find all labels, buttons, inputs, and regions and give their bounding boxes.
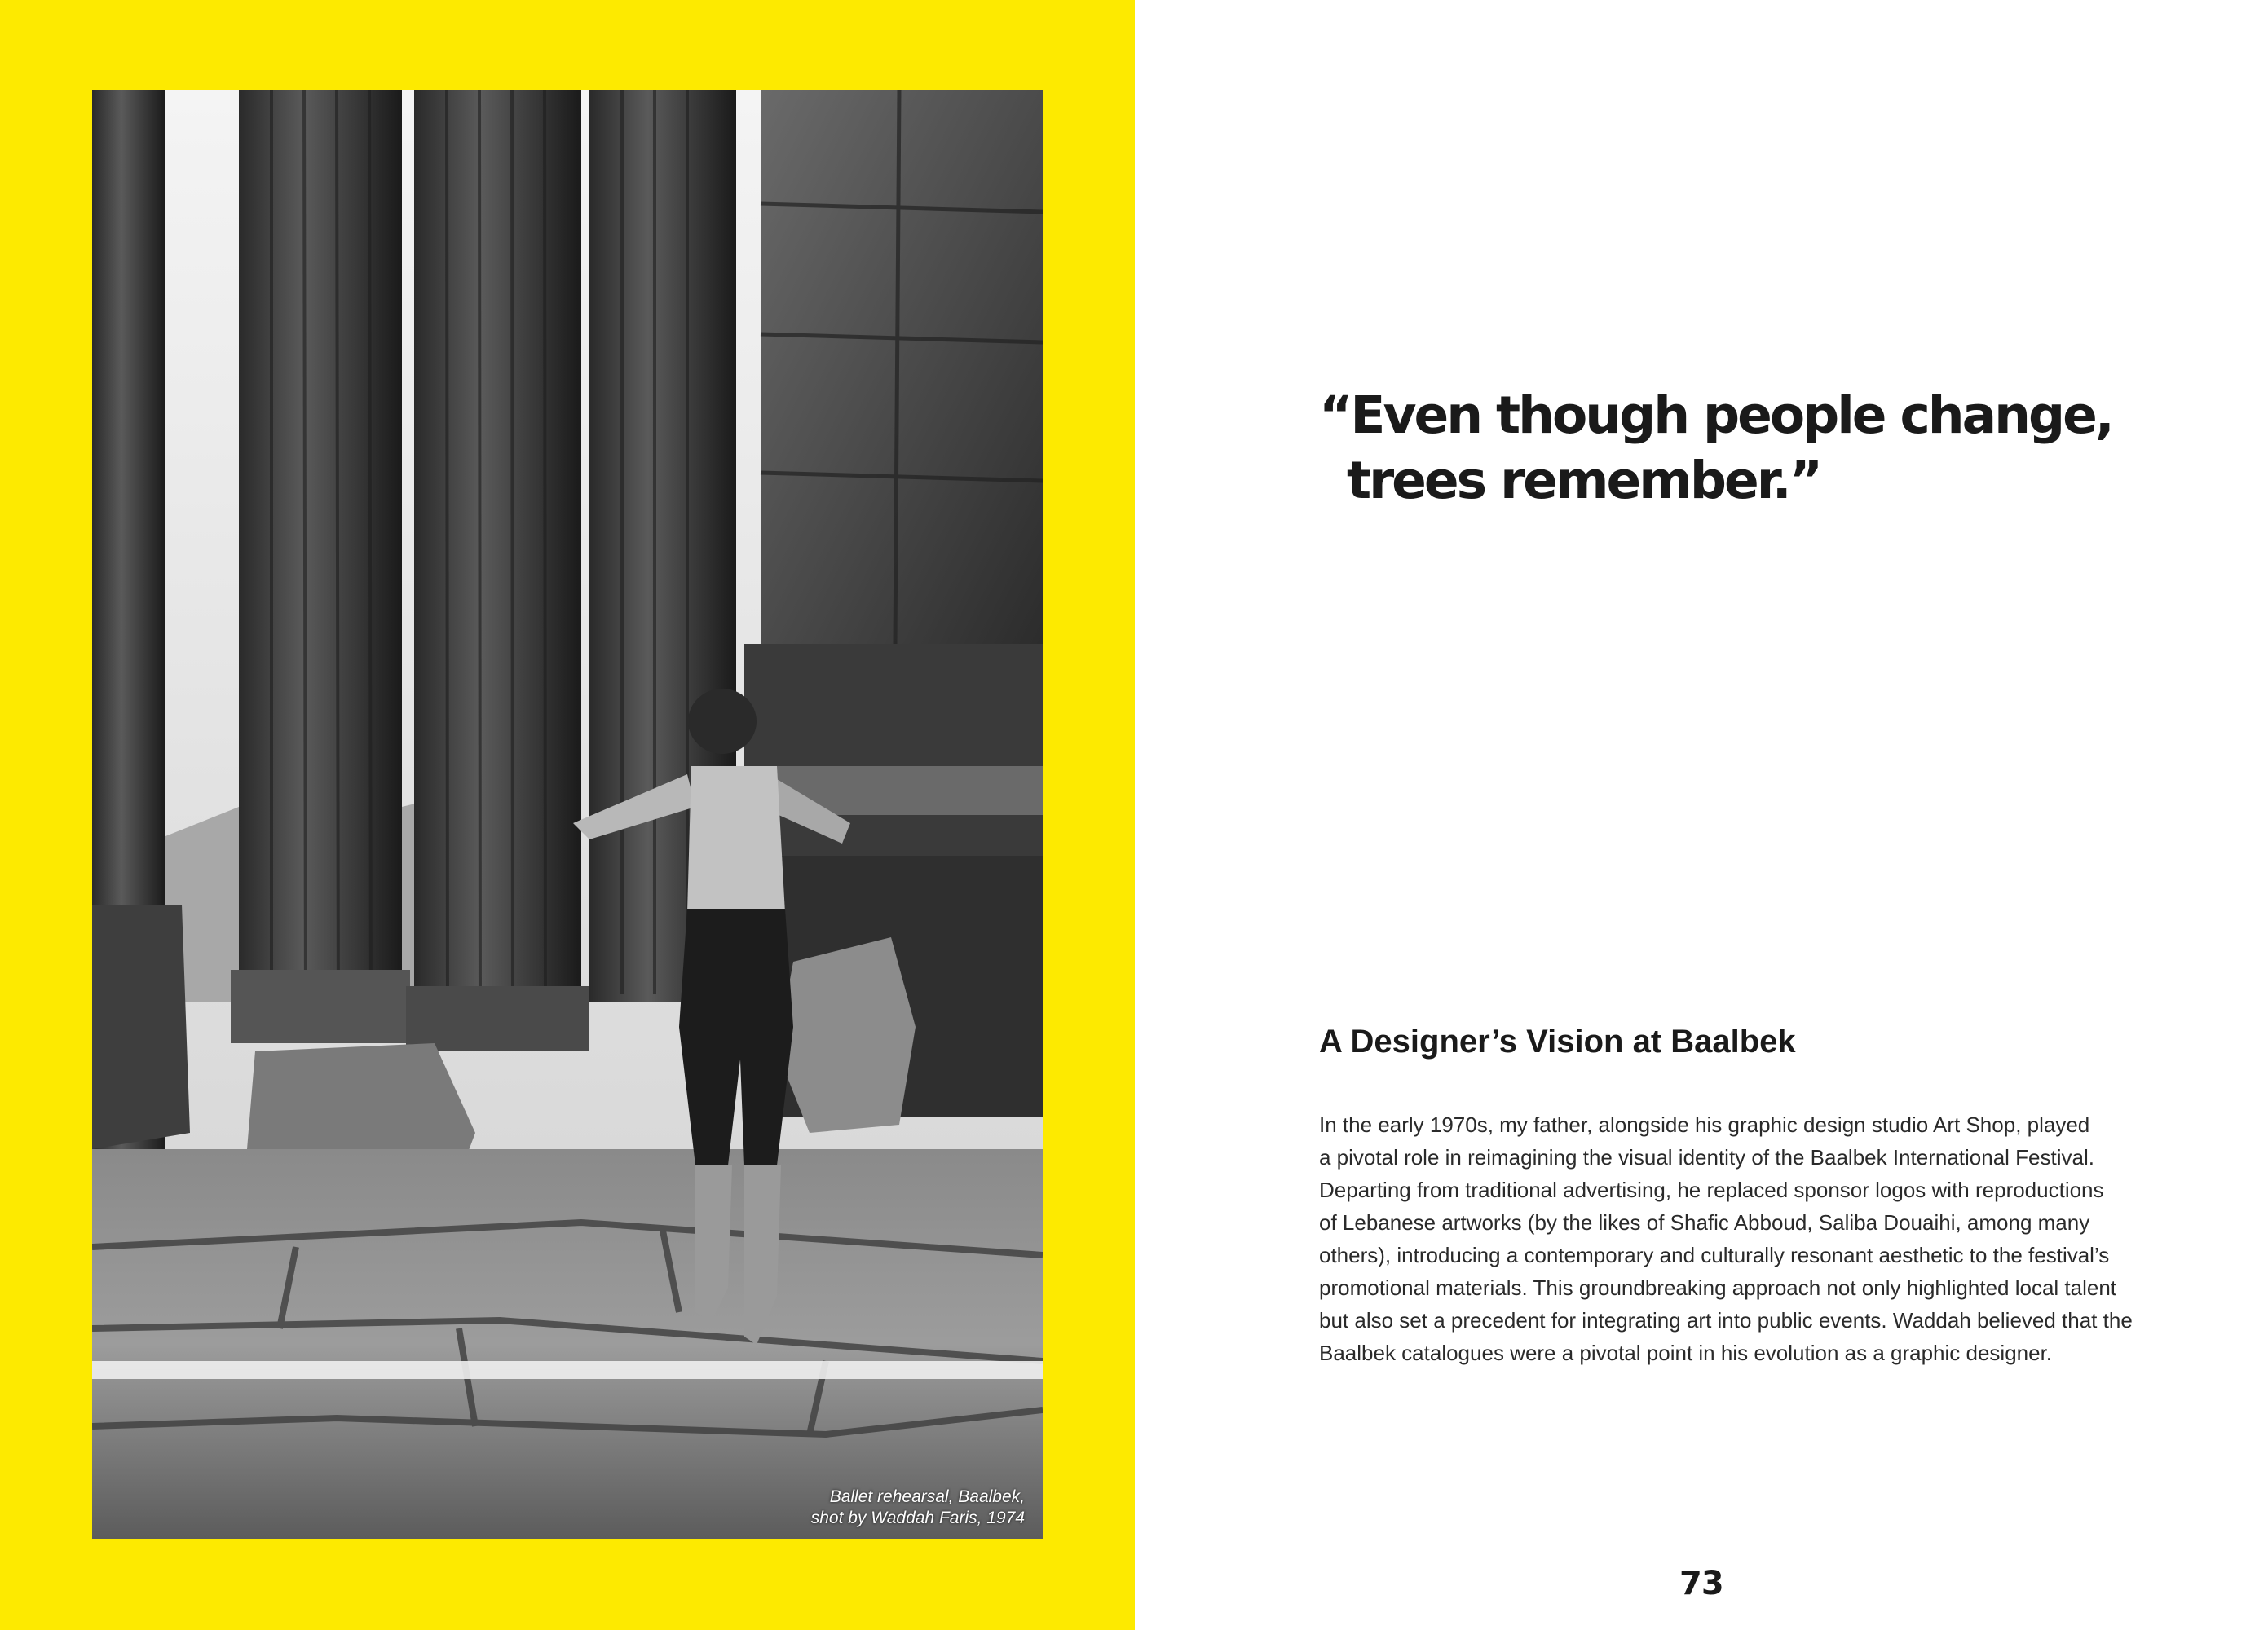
body-line: promotional materials. This groundbreaking approach not only highlighted local talent [1319,1275,2117,1300]
pull-quote-line-2: trees remember.” [1347,451,1821,510]
pull-quote-line-1: “Even though people change, [1319,385,2112,445]
body-line: a pivotal role in reimagining the visual identity of the Baalbek International Festival. [1319,1145,2094,1170]
page-number: 73 [1679,1565,1723,1602]
pull-quote [1319,383,2175,513]
body-line: others), introducing a contemporary and culturally resonant aesthetic to the festival’s [1319,1243,2110,1267]
photo-caption-line-1: Ballet rehearsal, Baalbek, [829,1487,1025,1506]
ballet-rehearsal-photo [92,90,1043,1539]
body-line: Baalbek catalogues were a pivotal point in his evolution as a graphic designer. [1319,1341,2053,1365]
photo-caption [811,1487,1025,1529]
photo-illustration [92,90,1043,1539]
body-line: of Lebanese artworks (by the likes of Shafic Abboud, Saliba Douaihi, among many [1319,1210,2090,1235]
body-line: Departing from traditional advertising, he replaced sponsor logos with reproductions [1319,1178,2104,1202]
body-line: In the early 1970s, my father, alongside his graphic design studio Art Shop, played [1319,1112,2090,1137]
right-page [1135,0,2268,1630]
body-line: but also set a precedent for integrating art into public events. Waddah believed that the [1319,1308,2133,1333]
photo-caption-line-2: shot by Waddah Faris, 1974 [810,1509,1025,1527]
article-heading: A Designer’s Vision at Baalbek [1319,1024,1796,1060]
article-body [1319,1108,2183,1369]
